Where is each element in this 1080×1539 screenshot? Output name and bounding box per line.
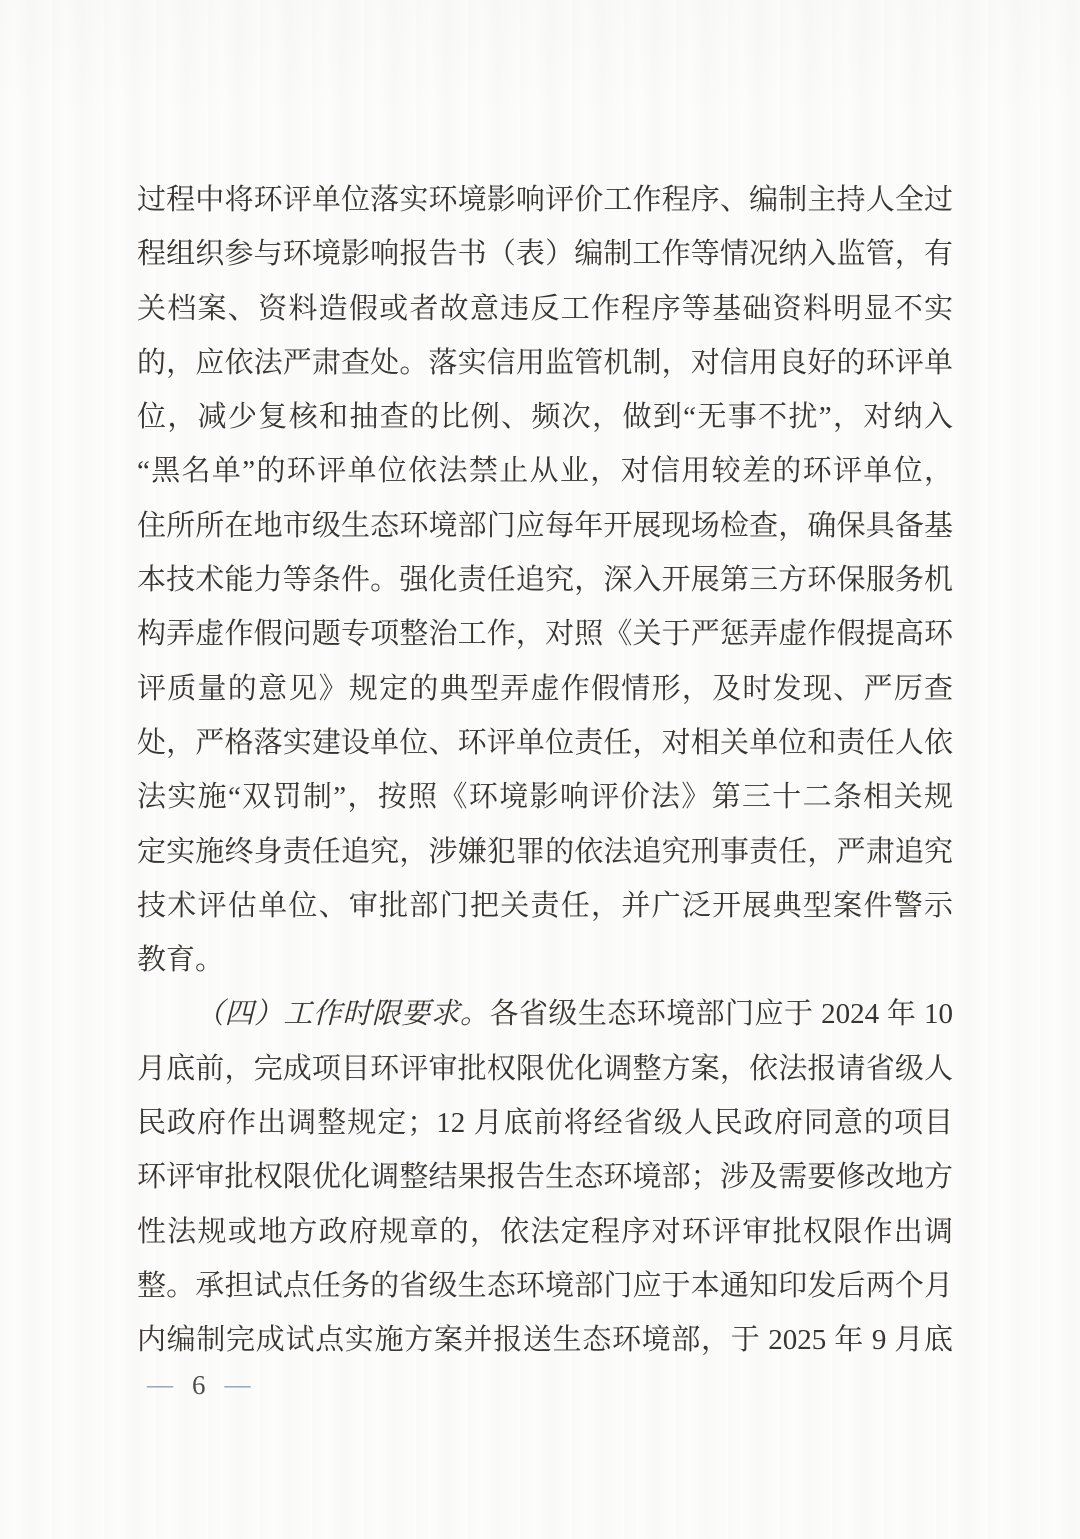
text-line: 评质量的意见》规定的典型弄虚作假情形，及时发现、严厉查 <box>137 672 953 705</box>
text-line: 整。承担试点任务的省级生态环境部门应于本通知印发后两个月 <box>137 1269 953 1302</box>
text-line: 月底前，完成项目环评审批权限优化调整方案，依法报请省级人 <box>137 1052 953 1085</box>
text-line: 住所所在地市级生态环境部门应每年开展现场检查，确保具备基 <box>137 509 953 542</box>
footer-dash-left: — <box>147 1370 173 1399</box>
page-footer <box>147 1370 251 1400</box>
footer-dash-right: — <box>224 1370 251 1399</box>
text-line: 处，严格落实建设单位、环评单位责任，对相关单位和责任人依 <box>137 726 953 759</box>
text-line: 本技术能力等条件。强化责任追究，深入开展第三方环保服务机 <box>137 564 953 597</box>
text-line: 关档案、资料造假或者故意违反工作程序等基础资料明显不实 <box>137 292 953 325</box>
text-line: 民政府作出调整规定；12 月底前将经省级人民政府同意的项目 <box>137 1107 953 1140</box>
text-line: 内编制完成试点实施方案并报送生态环境部，于 2025 年 9 月底 <box>137 1324 953 1357</box>
text-line: 的，应依法严肃查处。落实信用监管机制，对信用良好的环评单 <box>137 346 953 379</box>
text-line: 过程中将环评单位落实环境影响评价工作程序、编制主持人全过 <box>137 184 953 216</box>
text-line: （四）工作时限要求。各省级生态环境部门应于 2024 年 10 <box>195 998 953 1031</box>
text-line: 技术评估单位、审批部门把关责任，并广泛开展典型案件警示 <box>137 889 953 922</box>
text-line: 性法规或地方政府规章的，依法定程序对环评审批权限作出调 <box>137 1215 953 1248</box>
section-heading: （四）工作时限要求。 <box>195 998 490 1031</box>
text-line: “黑名单”的环评单位依法禁止从业，对信用较差的环评单位， <box>137 455 953 488</box>
page-number: 6 <box>192 1370 206 1400</box>
document-body <box>137 173 953 1368</box>
text-line: 程组织参与环境影响报告书（表）编制工作等情况纳入监管，有 <box>137 238 953 271</box>
text-line: 环评审批权限优化调整结果报告生态环境部；涉及需要修改地方 <box>137 1161 953 1194</box>
text-line: 构弄虚作假问题专项整治工作，对照《关于严惩弄虚作假提高环 <box>137 618 953 651</box>
text-line: 定实施终身责任追究，涉嫌犯罪的依法追究刑事责任，严肃追究 <box>137 835 953 868</box>
text-line: 位，减少复核和抽查的比例、频次，做到“无事不扰”，对纳入 <box>137 401 953 434</box>
text-line: 法实施“双罚制”，按照《环境影响评价法》第三十二条相关规 <box>137 781 953 814</box>
text-line: 教育。 <box>137 944 225 977</box>
